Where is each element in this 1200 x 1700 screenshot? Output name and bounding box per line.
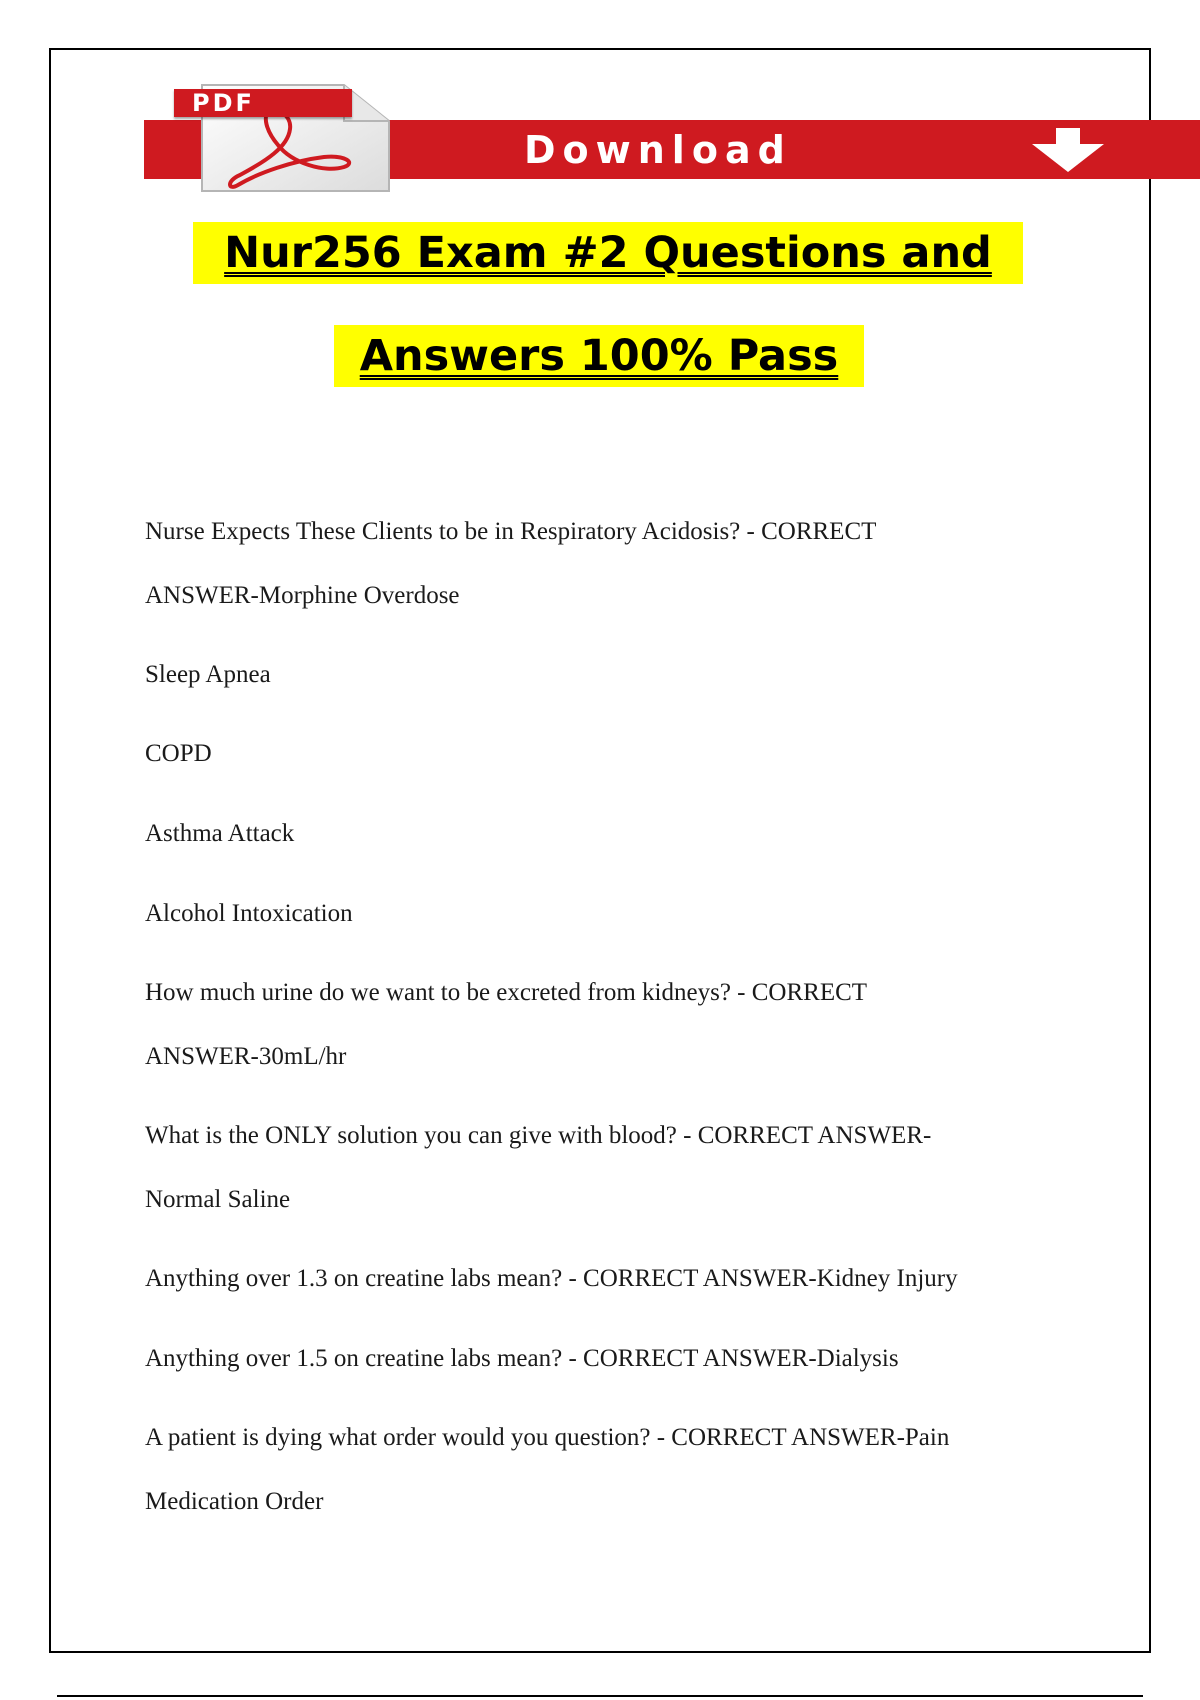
download-arrow-icon[interactable] [1026, 128, 1110, 172]
qa-item [145, 820, 294, 848]
qa-line: How much urine do we want to be excreted from kidneys? - CORRECT [145, 979, 868, 1006]
qa-line: What is the ONLY solution you can give with blood? - CORRECT ANSWER- [145, 1122, 932, 1149]
qa-item [145, 1424, 950, 1515]
qa-line: COPD [145, 740, 212, 767]
qa-item [145, 740, 212, 768]
qa-line: Medication Order [145, 1488, 324, 1515]
qa-item [145, 1345, 899, 1373]
qa-line: Anything over 1.3 on creatine labs mean? - CORRECT ANSWER-Kidney Injury [145, 1265, 958, 1292]
qa-item [145, 518, 877, 609]
qa-item [145, 661, 271, 689]
qa-line: ANSWER-Morphine Overdose [145, 582, 460, 609]
qa-line: Anything over 1.5 on creatine labs mean? - CORRECT ANSWER-Dialysis [145, 1345, 899, 1372]
qa-item [145, 1265, 958, 1293]
pdf-label: PDF [192, 89, 255, 117]
qa-item [145, 900, 353, 928]
qa-line: Asthma Attack [145, 820, 295, 847]
qa-line: Sleep Apnea [145, 661, 271, 688]
qa-line: Nurse Expects These Clients to be in Respiratory Acidosis? - CORRECT [145, 518, 877, 545]
title-line-2: Answers 100% Pass [334, 325, 864, 387]
download-label[interactable]: Download [524, 128, 792, 172]
qa-item [145, 1122, 932, 1213]
title-line-1: Nur256 Exam #2 Questions and [193, 222, 1023, 284]
qa-line: A patient is dying what order would you question? - CORRECT ANSWER-Pain [145, 1424, 950, 1451]
qa-line: ANSWER-30mL/hr [145, 1043, 347, 1070]
pdf-tag [174, 89, 352, 117]
qa-item [145, 979, 868, 1070]
pdf-download-banner[interactable] [144, 75, 1200, 195]
qa-line: Normal Saline [145, 1186, 291, 1213]
pdf-document-icon [174, 81, 394, 194]
page-frame [49, 48, 1151, 1653]
qa-line: Alcohol Intoxication [145, 900, 353, 927]
page-bottom-divider [57, 1695, 1143, 1697]
